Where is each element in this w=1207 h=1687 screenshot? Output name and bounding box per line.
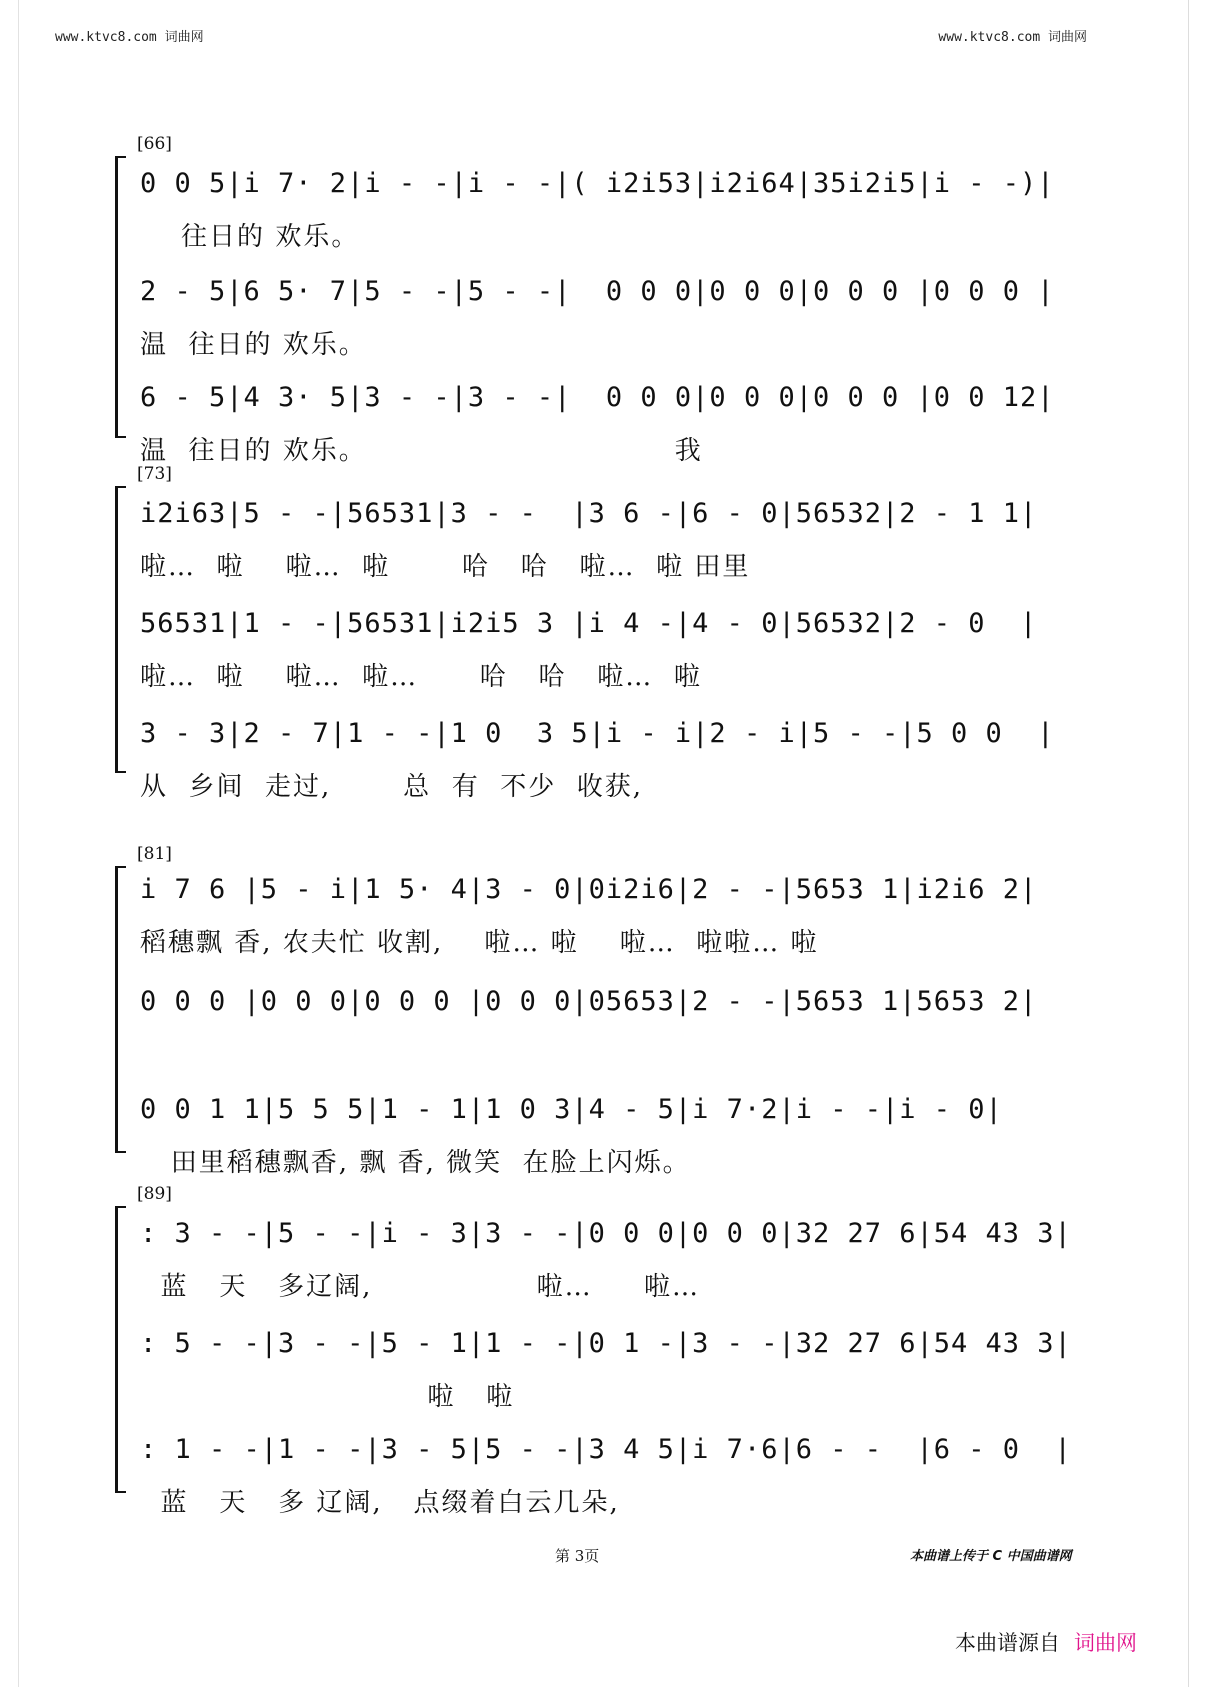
rehearsal-mark: [66] [137,134,172,154]
staff-notes: i2i63|5 - -|56531|3 - - |3 6 -|6 - 0|56532|2 - 1 1| [140,498,1038,529]
staff-lyrics: 啦… 啦 啦… 啦… 哈 哈 啦… 啦 [140,662,702,692]
staff-soprano [140,874,1090,984]
score-system-73 [115,464,1090,803]
staff-notes: 0 0 1 1|5 5 5|1 - 1|1 0 3|4 - 5|i 7·2|i - -|i - 0| [140,1094,1003,1125]
left-margin-strip [0,0,19,1687]
system-bracket [115,486,126,773]
staff-lyrics: 稻穗飘 香, 农夫忙 收割, 啦… 啦 啦… 啦啦… 啦 [140,928,819,958]
staff-soprano [140,168,1090,278]
staff-bass [140,1434,1090,1544]
score-system-89 [115,1184,1090,1523]
staff-notes: 6 - 5|4 3· 5|3 - -|3 - -| 0 0 0|0 0 0|0 0 0 |0 0 12| [140,382,1055,413]
score-system-81 [115,844,1090,1183]
staff-bass [140,718,1090,828]
staff-soprano [140,1218,1090,1328]
system-bracket [115,156,126,438]
rehearsal-mark: [73] [137,464,172,484]
staff-notes: : 5 - -|3 - -|5 - 1|1 - -|0 1 -|3 - -|32 27 6|54 43 3| [140,1328,1072,1359]
page-number: 第 3页 [555,1547,600,1565]
score-system-66 [115,134,1090,468]
staff-lyrics: 从 乡间 走过, 总 有 不少 收获, [140,772,644,802]
staff-notes: 2 - 5|6 5· 7|5 - -|5 - -| 0 0 0|0 0 0|0 0 0 |0 0 0 | [140,276,1055,307]
staff-lyrics: 温 往日的 欢乐。 我 [140,436,703,466]
staff-lyrics: 蓝 天 多辽阔, 啦… 啦… [140,1272,700,1302]
staff-notes: : 1 - -|1 - -|3 - 5|5 - -|3 4 5|i 7·6|6 - - |6 - 0 | [140,1434,1072,1465]
staff-alto [140,276,1090,386]
staff-notes: 56531|1 - -|56531|i2i5 3 |i 4 -|4 - 0|56532|2 - 0 | [140,608,1038,639]
header-right-site: www.ktvc8.com 词曲网 [938,30,1087,45]
staff-lyrics: 往日的 欢乐。 [140,222,360,252]
system-bracket [115,866,126,1153]
source-label: 本曲谱源自 [955,1631,1060,1655]
staff-alto [140,986,1090,1096]
staff-lyrics: 田里稻穗飘香, 飘 香, 微笑 在脸上闪烁。 [140,1148,691,1178]
source-credit [955,1627,1137,1657]
staff-lyrics: 啦 啦 [140,1382,515,1412]
staff-notes: 0 0 0 |0 0 0|0 0 0 |0 0 0|05653|2 - -|5653 1|5653 2| [140,986,1038,1017]
staff-notes: : 3 - -|5 - -|i - 3|3 - -|0 0 0|0 0 0|32 27 6|54 43 3| [140,1218,1072,1249]
staff-notes: 0 0 5|i 7· 2|i - -|i - -|( i2i53|i2i64|35i2i5|i - -)| [140,168,1055,199]
staff-lyrics: 啦… 啦 啦… 啦 哈 哈 啦… 啦 田里 [140,552,751,582]
system-bracket [115,1206,126,1493]
right-margin-strip [1188,0,1207,1687]
staff-alto [140,608,1090,718]
staff-lyrics: 温 往日的 欢乐。 [140,330,367,360]
source-brand-link[interactable]: 词曲网 [1074,1631,1137,1655]
header-left-site: www.ktvc8.com 词曲网 [55,30,204,45]
staff-notes: 3 - 3|2 - 7|1 - -|1 0 3 5|i - i|2 - i|5 - -|5 0 0 | [140,718,1055,749]
staff-notes: i 7 6 |5 - i|1 5· 4|3 - 0|0i2i6|2 - -|5653 1|i2i6 2| [140,874,1038,905]
rehearsal-mark: [81] [137,844,172,864]
rehearsal-mark: [89] [137,1184,172,1204]
staff-soprano [140,498,1090,608]
staff-lyrics: 蓝 天 多 辽阔, 点缀着白云几朵, [140,1488,620,1518]
upload-note: 本曲谱上传于 C 中国曲谱网 [910,1549,1072,1564]
staff-alto [140,1328,1090,1438]
